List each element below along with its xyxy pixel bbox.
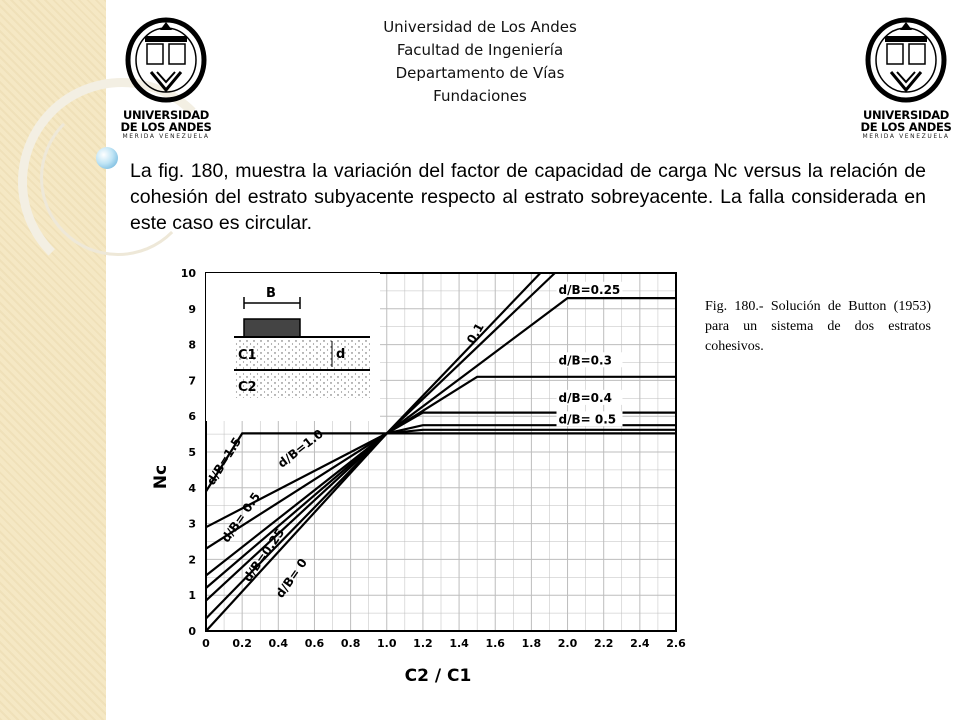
bullet-icon xyxy=(96,147,118,169)
logo-text-line2: DE LOS ANDES xyxy=(860,120,952,134)
y-tick-label: 5 xyxy=(188,446,196,459)
y-tick-label: 6 xyxy=(188,410,196,424)
header-faculty: Facultad de Ingeniería xyxy=(396,41,564,59)
inset-label-c1: C1 xyxy=(238,348,257,363)
y-tick-label: 8 xyxy=(188,338,196,352)
university-logo-left xyxy=(118,12,214,140)
x-tick-label: 1.4 xyxy=(449,637,469,650)
y-axis-title: Nc xyxy=(151,464,171,490)
logo-text-line3: MERIDA VENEZUELA xyxy=(862,133,950,140)
curve-label: d/B= 0.5 xyxy=(558,412,617,427)
y-tick-label: 2 xyxy=(188,553,196,567)
x-tick-label: 2.4 xyxy=(630,637,650,650)
curve-label: d/B=1.0 xyxy=(275,426,326,471)
x-tick-label: 0.4 xyxy=(268,637,289,650)
y-tick-label: 0 xyxy=(188,625,196,638)
page-header xyxy=(330,16,630,108)
x-tick-label: 0.8 xyxy=(340,637,361,650)
y-tick-label: 7 xyxy=(188,374,196,388)
header-university: Universidad de Los Andes xyxy=(383,18,577,36)
curve-label: d/B=0.25 xyxy=(558,282,621,297)
inset-label-d: d xyxy=(336,347,346,362)
inset-footing xyxy=(244,319,300,337)
x-tick-label: 0.6 xyxy=(304,637,325,650)
x-tick-label: 2.0 xyxy=(557,637,578,650)
logo-text-line1: UNIVERSIDAD xyxy=(862,108,950,122)
chart-inset-diagram xyxy=(206,273,380,421)
university-seal-icon xyxy=(863,12,949,104)
university-seal-icon xyxy=(123,12,209,104)
x-tick-label: 0.2 xyxy=(232,637,252,650)
curve-label: d/B= 0 xyxy=(272,555,311,601)
curve-label: d/B=0.4 xyxy=(558,390,612,405)
y-tick-label: 10 xyxy=(180,267,196,280)
y-tick-label: 4 xyxy=(188,481,196,495)
curve-label: d/B=0.25 xyxy=(240,525,288,585)
x-tick-label: 1.2 xyxy=(413,637,433,650)
y-tick-label: 9 xyxy=(188,302,196,316)
x-tick-label: 0 xyxy=(202,637,210,650)
figure-caption: Fig. 180.- Solución de Button (1953) para un sistema de dos estratos cohesivos. xyxy=(705,299,931,354)
y-tick-label: 1 xyxy=(188,589,196,603)
x-tick-label: 2.2 xyxy=(593,637,614,650)
inset-label-b: B xyxy=(266,286,276,301)
inset-label-c2: C2 xyxy=(238,380,257,395)
curve-label: d/B=0.3 xyxy=(558,353,612,368)
university-logo-right xyxy=(858,12,954,140)
logo-text-line2: DE LOS ANDES xyxy=(120,120,212,134)
logo-text-line1: UNIVERSIDAD xyxy=(122,108,210,122)
curve-label: d/B=1.5 xyxy=(203,434,245,488)
x-axis-title: C2 / C1 xyxy=(404,666,472,686)
x-tick-label: 1.8 xyxy=(521,637,542,650)
body-paragraph: La fig. 180, muestra la variación del factor de capacidad de carga Nc versus la relación de cohesión del estrato subyacente respecto al estrato sobreyacente. La falla considerada en este caso es circular. xyxy=(130,160,926,234)
curve-label: 0.1 xyxy=(464,320,487,347)
curve-label: d/B= 0.5 xyxy=(218,489,264,546)
x-tick-label: 1.0 xyxy=(377,637,397,650)
y-tick-label: 3 xyxy=(188,517,196,531)
x-tick-label: 1.6 xyxy=(485,637,505,650)
logo-text-line3: MERIDA VENEZUELA xyxy=(122,133,210,140)
nc-chart xyxy=(140,255,700,690)
header-department: Departamento de Vías xyxy=(395,64,565,82)
x-tick-label: 2.6 xyxy=(666,637,686,650)
header-course: Fundaciones xyxy=(433,87,527,105)
